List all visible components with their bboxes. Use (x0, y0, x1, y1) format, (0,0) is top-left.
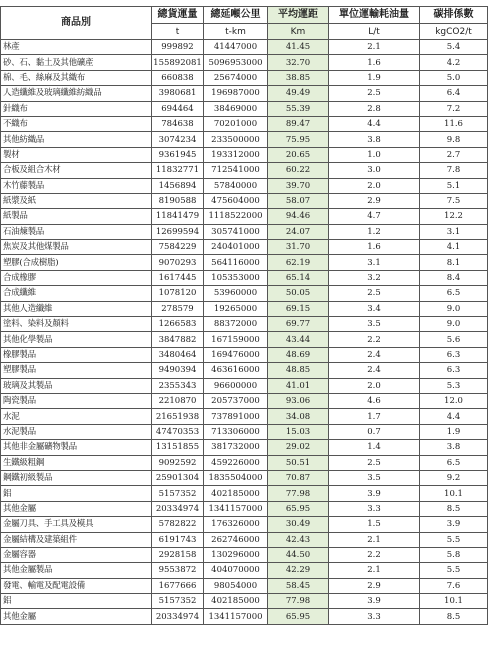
cell-fuel: 3.5 (329, 470, 420, 485)
table-row (1, 178, 488, 193)
cell-tonnage: 9092592 (152, 455, 204, 470)
cell-fuel: 3.9 (329, 594, 420, 609)
cell-product-name: 石油煉製品 (1, 224, 152, 239)
cell-product-name: 塑膠製品 (1, 363, 152, 378)
cell-tonkm: 5096953000 (204, 55, 268, 70)
cell-carbon: 7.5 (420, 193, 488, 208)
table-row (1, 578, 488, 593)
cell-tonkm: 233500000 (204, 132, 268, 147)
cell-fuel: 2.5 (329, 286, 420, 301)
table-row (1, 517, 488, 532)
cell-avg-distance: 42.29 (268, 563, 329, 578)
cell-avg-distance: 48.85 (268, 363, 329, 378)
cell-avg-distance: 70.87 (268, 470, 329, 485)
cell-carbon: 4.4 (420, 409, 488, 424)
table-row (1, 132, 488, 147)
table-row (1, 147, 488, 162)
cell-product-name: 玻璃及其製品 (1, 378, 152, 393)
cell-carbon: 5.5 (420, 563, 488, 578)
cell-product-name: 發電、輸電及配電設備 (1, 578, 152, 593)
cell-tonnage: 3980681 (152, 86, 204, 101)
cell-tonnage: 2210870 (152, 393, 204, 408)
cell-carbon: 8.5 (420, 501, 488, 516)
cell-fuel: 1.2 (329, 224, 420, 239)
cell-avg-distance: 58.45 (268, 578, 329, 593)
cell-fuel: 3.0 (329, 163, 420, 178)
cell-product-name: 其他金屬 (1, 501, 152, 516)
cell-avg-distance: 39.70 (268, 178, 329, 193)
cell-tonnage: 47470353 (152, 424, 204, 439)
cell-tonkm: 169476000 (204, 347, 268, 362)
cell-tonkm: 475604000 (204, 193, 268, 208)
cell-carbon: 3.8 (420, 440, 488, 455)
cell-product-name: 金屬結構及建築組件 (1, 532, 152, 547)
table-row (1, 240, 488, 255)
cell-tonnage: 8190588 (152, 193, 204, 208)
cell-tonkm: 19265000 (204, 301, 268, 316)
cell-carbon: 9.8 (420, 132, 488, 147)
cell-tonkm: 1341157000 (204, 501, 268, 516)
cell-tonnage: 1617445 (152, 270, 204, 285)
unit-tonnage: t (152, 24, 204, 40)
table-row (1, 563, 488, 578)
cell-product-name: 橡膠製品 (1, 347, 152, 362)
cell-carbon: 6.5 (420, 455, 488, 470)
cell-carbon: 3.1 (420, 224, 488, 239)
cell-fuel: 3.3 (329, 501, 420, 516)
cell-product-name: 焦炭及其他煤製品 (1, 240, 152, 255)
cell-tonkm: 262746000 (204, 532, 268, 547)
cell-avg-distance: 30.49 (268, 517, 329, 532)
cell-tonnage: 9070293 (152, 255, 204, 270)
cell-product-name: 生鐵級粗鋼 (1, 455, 152, 470)
cell-fuel: 2.9 (329, 193, 420, 208)
cell-avg-distance: 55.39 (268, 101, 329, 116)
cell-tonkm: 1341157000 (204, 609, 268, 624)
cell-avg-distance: 50.51 (268, 455, 329, 470)
table-row (1, 286, 488, 301)
cell-avg-distance: 75.95 (268, 132, 329, 147)
cell-fuel: 1.0 (329, 147, 420, 162)
table-row (1, 532, 488, 547)
cell-carbon: 4.1 (420, 240, 488, 255)
cell-product-name: 砂、石、黏土及其他礦產 (1, 55, 152, 70)
cell-fuel: 2.5 (329, 455, 420, 470)
cell-carbon: 6.5 (420, 286, 488, 301)
table-row (1, 393, 488, 408)
cell-avg-distance: 49.49 (268, 86, 329, 101)
cell-tonkm: 1835504000 (204, 470, 268, 485)
cell-carbon: 9.0 (420, 301, 488, 316)
cell-carbon: 5.5 (420, 532, 488, 547)
freight-carbon-table (0, 6, 488, 625)
cell-fuel: 3.9 (329, 486, 420, 501)
cell-fuel: 2.4 (329, 363, 420, 378)
cell-avg-distance: 58.07 (268, 193, 329, 208)
header-avg-distance: 平均運距 (268, 7, 329, 24)
cell-tonkm: 98054000 (204, 578, 268, 593)
cell-fuel: 2.9 (329, 578, 420, 593)
cell-tonnage: 155892081 (152, 55, 204, 70)
table-row (1, 424, 488, 439)
table-row (1, 224, 488, 239)
cell-fuel: 4.6 (329, 393, 420, 408)
cell-tonkm: 130296000 (204, 547, 268, 562)
cell-avg-distance: 41.45 (268, 40, 329, 55)
cell-product-name: 其他非金屬礦物製品 (1, 440, 152, 455)
cell-fuel: 2.5 (329, 86, 420, 101)
cell-tonnage: 694464 (152, 101, 204, 116)
cell-product-name: 其他金屬製品 (1, 563, 152, 578)
table-row (1, 116, 488, 131)
table-row (1, 409, 488, 424)
cell-avg-distance: 62.19 (268, 255, 329, 270)
cell-fuel: 0.7 (329, 424, 420, 439)
cell-avg-distance: 65.14 (268, 270, 329, 285)
cell-tonkm: 205737000 (204, 393, 268, 408)
cell-carbon: 5.0 (420, 70, 488, 85)
cell-fuel: 3.2 (329, 270, 420, 285)
cell-fuel: 1.6 (329, 240, 420, 255)
cell-product-name: 針織布 (1, 101, 152, 116)
cell-carbon: 4.2 (420, 55, 488, 70)
cell-tonnage: 11841479 (152, 209, 204, 224)
cell-carbon: 7.8 (420, 163, 488, 178)
header-tonnage: 總貨運量 (152, 7, 204, 24)
cell-avg-distance: 69.77 (268, 317, 329, 332)
cell-avg-distance: 41.01 (268, 378, 329, 393)
cell-fuel: 2.0 (329, 378, 420, 393)
cell-tonnage: 2928158 (152, 547, 204, 562)
cell-avg-distance: 69.15 (268, 301, 329, 316)
cell-fuel: 1.4 (329, 440, 420, 455)
cell-tonnage: 9553872 (152, 563, 204, 578)
table-row (1, 209, 488, 224)
cell-product-name: 水泥 (1, 409, 152, 424)
freight-table-container (0, 6, 494, 625)
cell-fuel: 3.3 (329, 609, 420, 624)
cell-product-name: 其他金屬 (1, 609, 152, 624)
cell-tonkm: 459226000 (204, 455, 268, 470)
cell-tonkm: 196987000 (204, 86, 268, 101)
table-row (1, 332, 488, 347)
table-row (1, 101, 488, 116)
cell-carbon: 1.9 (420, 424, 488, 439)
table-row (1, 193, 488, 208)
cell-tonkm: 176326000 (204, 517, 268, 532)
cell-product-name: 製材 (1, 147, 152, 162)
cell-tonnage: 21651938 (152, 409, 204, 424)
cell-carbon: 9.2 (420, 470, 488, 485)
cell-tonkm: 88372000 (204, 317, 268, 332)
cell-tonnage: 2355343 (152, 378, 204, 393)
cell-product-name: 紙漿及紙 (1, 193, 152, 208)
cell-tonnage: 12699594 (152, 224, 204, 239)
header-carbon: 碳排係數 (420, 7, 488, 24)
cell-avg-distance: 44.50 (268, 547, 329, 562)
cell-tonkm: 70201000 (204, 116, 268, 131)
cell-avg-distance: 32.70 (268, 55, 329, 70)
cell-product-name: 林產 (1, 40, 152, 55)
cell-avg-distance: 24.07 (268, 224, 329, 239)
cell-product-name: 水泥製品 (1, 424, 152, 439)
cell-fuel: 2.1 (329, 40, 420, 55)
cell-fuel: 3.5 (329, 317, 420, 332)
cell-carbon: 10.1 (420, 594, 488, 609)
cell-carbon: 6.4 (420, 86, 488, 101)
cell-tonnage: 20334974 (152, 609, 204, 624)
cell-avg-distance: 42.43 (268, 532, 329, 547)
cell-fuel: 1.6 (329, 55, 420, 70)
cell-avg-distance: 65.95 (268, 501, 329, 516)
cell-avg-distance: 93.06 (268, 393, 329, 408)
cell-tonkm: 402185000 (204, 486, 268, 501)
cell-carbon: 9.0 (420, 317, 488, 332)
cell-fuel: 4.7 (329, 209, 420, 224)
cell-tonnage: 5782822 (152, 517, 204, 532)
cell-avg-distance: 50.05 (268, 286, 329, 301)
cell-tonkm: 25674000 (204, 70, 268, 85)
cell-tonnage: 3480464 (152, 347, 204, 362)
cell-tonnage: 3847882 (152, 332, 204, 347)
cell-fuel: 3.4 (329, 301, 420, 316)
cell-tonnage: 3074234 (152, 132, 204, 147)
unit-tonkm: t-km (204, 24, 268, 40)
header-row (1, 7, 488, 24)
cell-carbon: 5.4 (420, 40, 488, 55)
cell-tonkm: 96600000 (204, 378, 268, 393)
cell-avg-distance: 48.69 (268, 347, 329, 362)
cell-tonkm: 105353000 (204, 270, 268, 285)
table-row (1, 501, 488, 516)
table-row (1, 455, 488, 470)
cell-tonkm: 305741000 (204, 224, 268, 239)
table-row (1, 255, 488, 270)
cell-tonnage: 13151855 (152, 440, 204, 455)
cell-tonkm: 381732000 (204, 440, 268, 455)
cell-fuel: 1.5 (329, 517, 420, 532)
table-row (1, 270, 488, 285)
unit-carbon: kgCO2/t (420, 24, 488, 40)
table-row (1, 317, 488, 332)
cell-carbon: 5.6 (420, 332, 488, 347)
table-row (1, 440, 488, 455)
cell-carbon: 3.9 (420, 517, 488, 532)
cell-fuel: 2.1 (329, 563, 420, 578)
cell-product-name: 紙製品 (1, 209, 152, 224)
cell-tonkm: 737891000 (204, 409, 268, 424)
table-body (1, 40, 488, 625)
cell-avg-distance: 43.44 (268, 332, 329, 347)
cell-tonkm: 53960000 (204, 286, 268, 301)
header-tonkm: 總延噸公里 (204, 7, 268, 24)
cell-tonnage: 999892 (152, 40, 204, 55)
table-row (1, 301, 488, 316)
cell-tonkm: 564116000 (204, 255, 268, 270)
cell-product-name: 人造纖維及玻璃纖維紡織品 (1, 86, 152, 101)
cell-product-name: 棉、毛、絲麻及其織布 (1, 70, 152, 85)
table-row (1, 594, 488, 609)
cell-carbon: 10.1 (420, 486, 488, 501)
cell-carbon: 11.6 (420, 116, 488, 131)
cell-product-name: 其他化學製品 (1, 332, 152, 347)
cell-tonnage: 11832771 (152, 163, 204, 178)
cell-carbon: 12.0 (420, 393, 488, 408)
cell-tonnage: 784638 (152, 116, 204, 131)
cell-product-name: 木竹藤製品 (1, 178, 152, 193)
table-row (1, 55, 488, 70)
cell-product-name: 陶瓷製品 (1, 393, 152, 408)
cell-carbon: 6.3 (420, 347, 488, 362)
cell-avg-distance: 29.02 (268, 440, 329, 455)
cell-avg-distance: 77.98 (268, 486, 329, 501)
cell-fuel: 2.0 (329, 178, 420, 193)
cell-fuel: 3.1 (329, 255, 420, 270)
table-row (1, 163, 488, 178)
table-row (1, 40, 488, 55)
cell-tonkm: 38469000 (204, 101, 268, 116)
cell-tonnage: 5157352 (152, 486, 204, 501)
cell-tonnage: 9490394 (152, 363, 204, 378)
cell-tonkm: 712541000 (204, 163, 268, 178)
cell-carbon: 8.4 (420, 270, 488, 285)
cell-tonnage: 6191743 (152, 532, 204, 547)
cell-avg-distance: 38.85 (268, 70, 329, 85)
cell-carbon: 5.3 (420, 378, 488, 393)
cell-carbon: 6.3 (420, 363, 488, 378)
cell-tonkm: 193312000 (204, 147, 268, 162)
cell-tonkm: 404070000 (204, 563, 268, 578)
cell-carbon: 2.7 (420, 147, 488, 162)
cell-product-name: 合成纖維 (1, 286, 152, 301)
cell-tonkm: 402185000 (204, 594, 268, 609)
header-fuel: 單位運輸耗油量 (329, 7, 420, 24)
cell-tonnage: 9361945 (152, 147, 204, 162)
cell-avg-distance: 60.22 (268, 163, 329, 178)
cell-product-name: 合板及組合木材 (1, 163, 152, 178)
cell-carbon: 12.2 (420, 209, 488, 224)
cell-tonnage: 278579 (152, 301, 204, 316)
cell-avg-distance: 20.65 (268, 147, 329, 162)
cell-carbon: 7.6 (420, 578, 488, 593)
cell-tonnage: 1456894 (152, 178, 204, 193)
unit-avg-distance: Km (268, 24, 329, 40)
cell-tonkm: 57840000 (204, 178, 268, 193)
cell-product-name: 金屬容器 (1, 547, 152, 562)
cell-tonnage: 1266583 (152, 317, 204, 332)
cell-fuel: 4.4 (329, 116, 420, 131)
unit-fuel: L/t (329, 24, 420, 40)
table-row (1, 486, 488, 501)
table-row (1, 609, 488, 624)
cell-tonkm: 1118522000 (204, 209, 268, 224)
cell-tonnage: 5157352 (152, 594, 204, 609)
cell-tonnage: 1078120 (152, 286, 204, 301)
cell-avg-distance: 65.95 (268, 609, 329, 624)
cell-product-name: 合成橡膠 (1, 270, 152, 285)
table-row (1, 347, 488, 362)
cell-fuel: 2.1 (329, 532, 420, 547)
cell-tonkm: 41447000 (204, 40, 268, 55)
cell-fuel: 2.2 (329, 332, 420, 347)
cell-carbon: 8.1 (420, 255, 488, 270)
cell-product-name: 塗料、染料及顏料 (1, 317, 152, 332)
cell-fuel: 2.2 (329, 547, 420, 562)
cell-fuel: 3.8 (329, 132, 420, 147)
cell-avg-distance: 31.70 (268, 240, 329, 255)
cell-avg-distance: 15.03 (268, 424, 329, 439)
cell-tonkm: 713306000 (204, 424, 268, 439)
cell-tonnage: 1677666 (152, 578, 204, 593)
cell-product-name: 不織布 (1, 116, 152, 131)
cell-avg-distance: 34.08 (268, 409, 329, 424)
cell-fuel: 1.9 (329, 70, 420, 85)
table-row (1, 70, 488, 85)
cell-avg-distance: 89.47 (268, 116, 329, 131)
cell-product-name: 鋁 (1, 594, 152, 609)
cell-product-name: 金屬刀具、手工具及模具 (1, 517, 152, 532)
cell-carbon: 7.2 (420, 101, 488, 116)
cell-fuel: 2.8 (329, 101, 420, 116)
cell-carbon: 8.5 (420, 609, 488, 624)
table-row (1, 547, 488, 562)
header-product: 商品別 (1, 7, 152, 40)
cell-tonnage: 660838 (152, 70, 204, 85)
cell-product-name: 鋼鐵初級製品 (1, 470, 152, 485)
cell-avg-distance: 94.46 (268, 209, 329, 224)
table-row (1, 378, 488, 393)
cell-fuel: 2.4 (329, 347, 420, 362)
cell-tonnage: 20334974 (152, 501, 204, 516)
cell-tonnage: 7584229 (152, 240, 204, 255)
cell-product-name: 其他紡織品 (1, 132, 152, 147)
cell-carbon: 5.8 (420, 547, 488, 562)
table-row (1, 470, 488, 485)
cell-product-name: 其他人造纖維 (1, 301, 152, 316)
table-row (1, 363, 488, 378)
cell-carbon: 5.1 (420, 178, 488, 193)
cell-tonnage: 25901304 (152, 470, 204, 485)
cell-tonkm: 240401000 (204, 240, 268, 255)
cell-product-name: 塑膠(合成樹脂) (1, 255, 152, 270)
cell-fuel: 1.7 (329, 409, 420, 424)
cell-tonkm: 167159000 (204, 332, 268, 347)
table-row (1, 86, 488, 101)
cell-avg-distance: 77.98 (268, 594, 329, 609)
cell-tonkm: 463616000 (204, 363, 268, 378)
cell-product-name: 鋁 (1, 486, 152, 501)
